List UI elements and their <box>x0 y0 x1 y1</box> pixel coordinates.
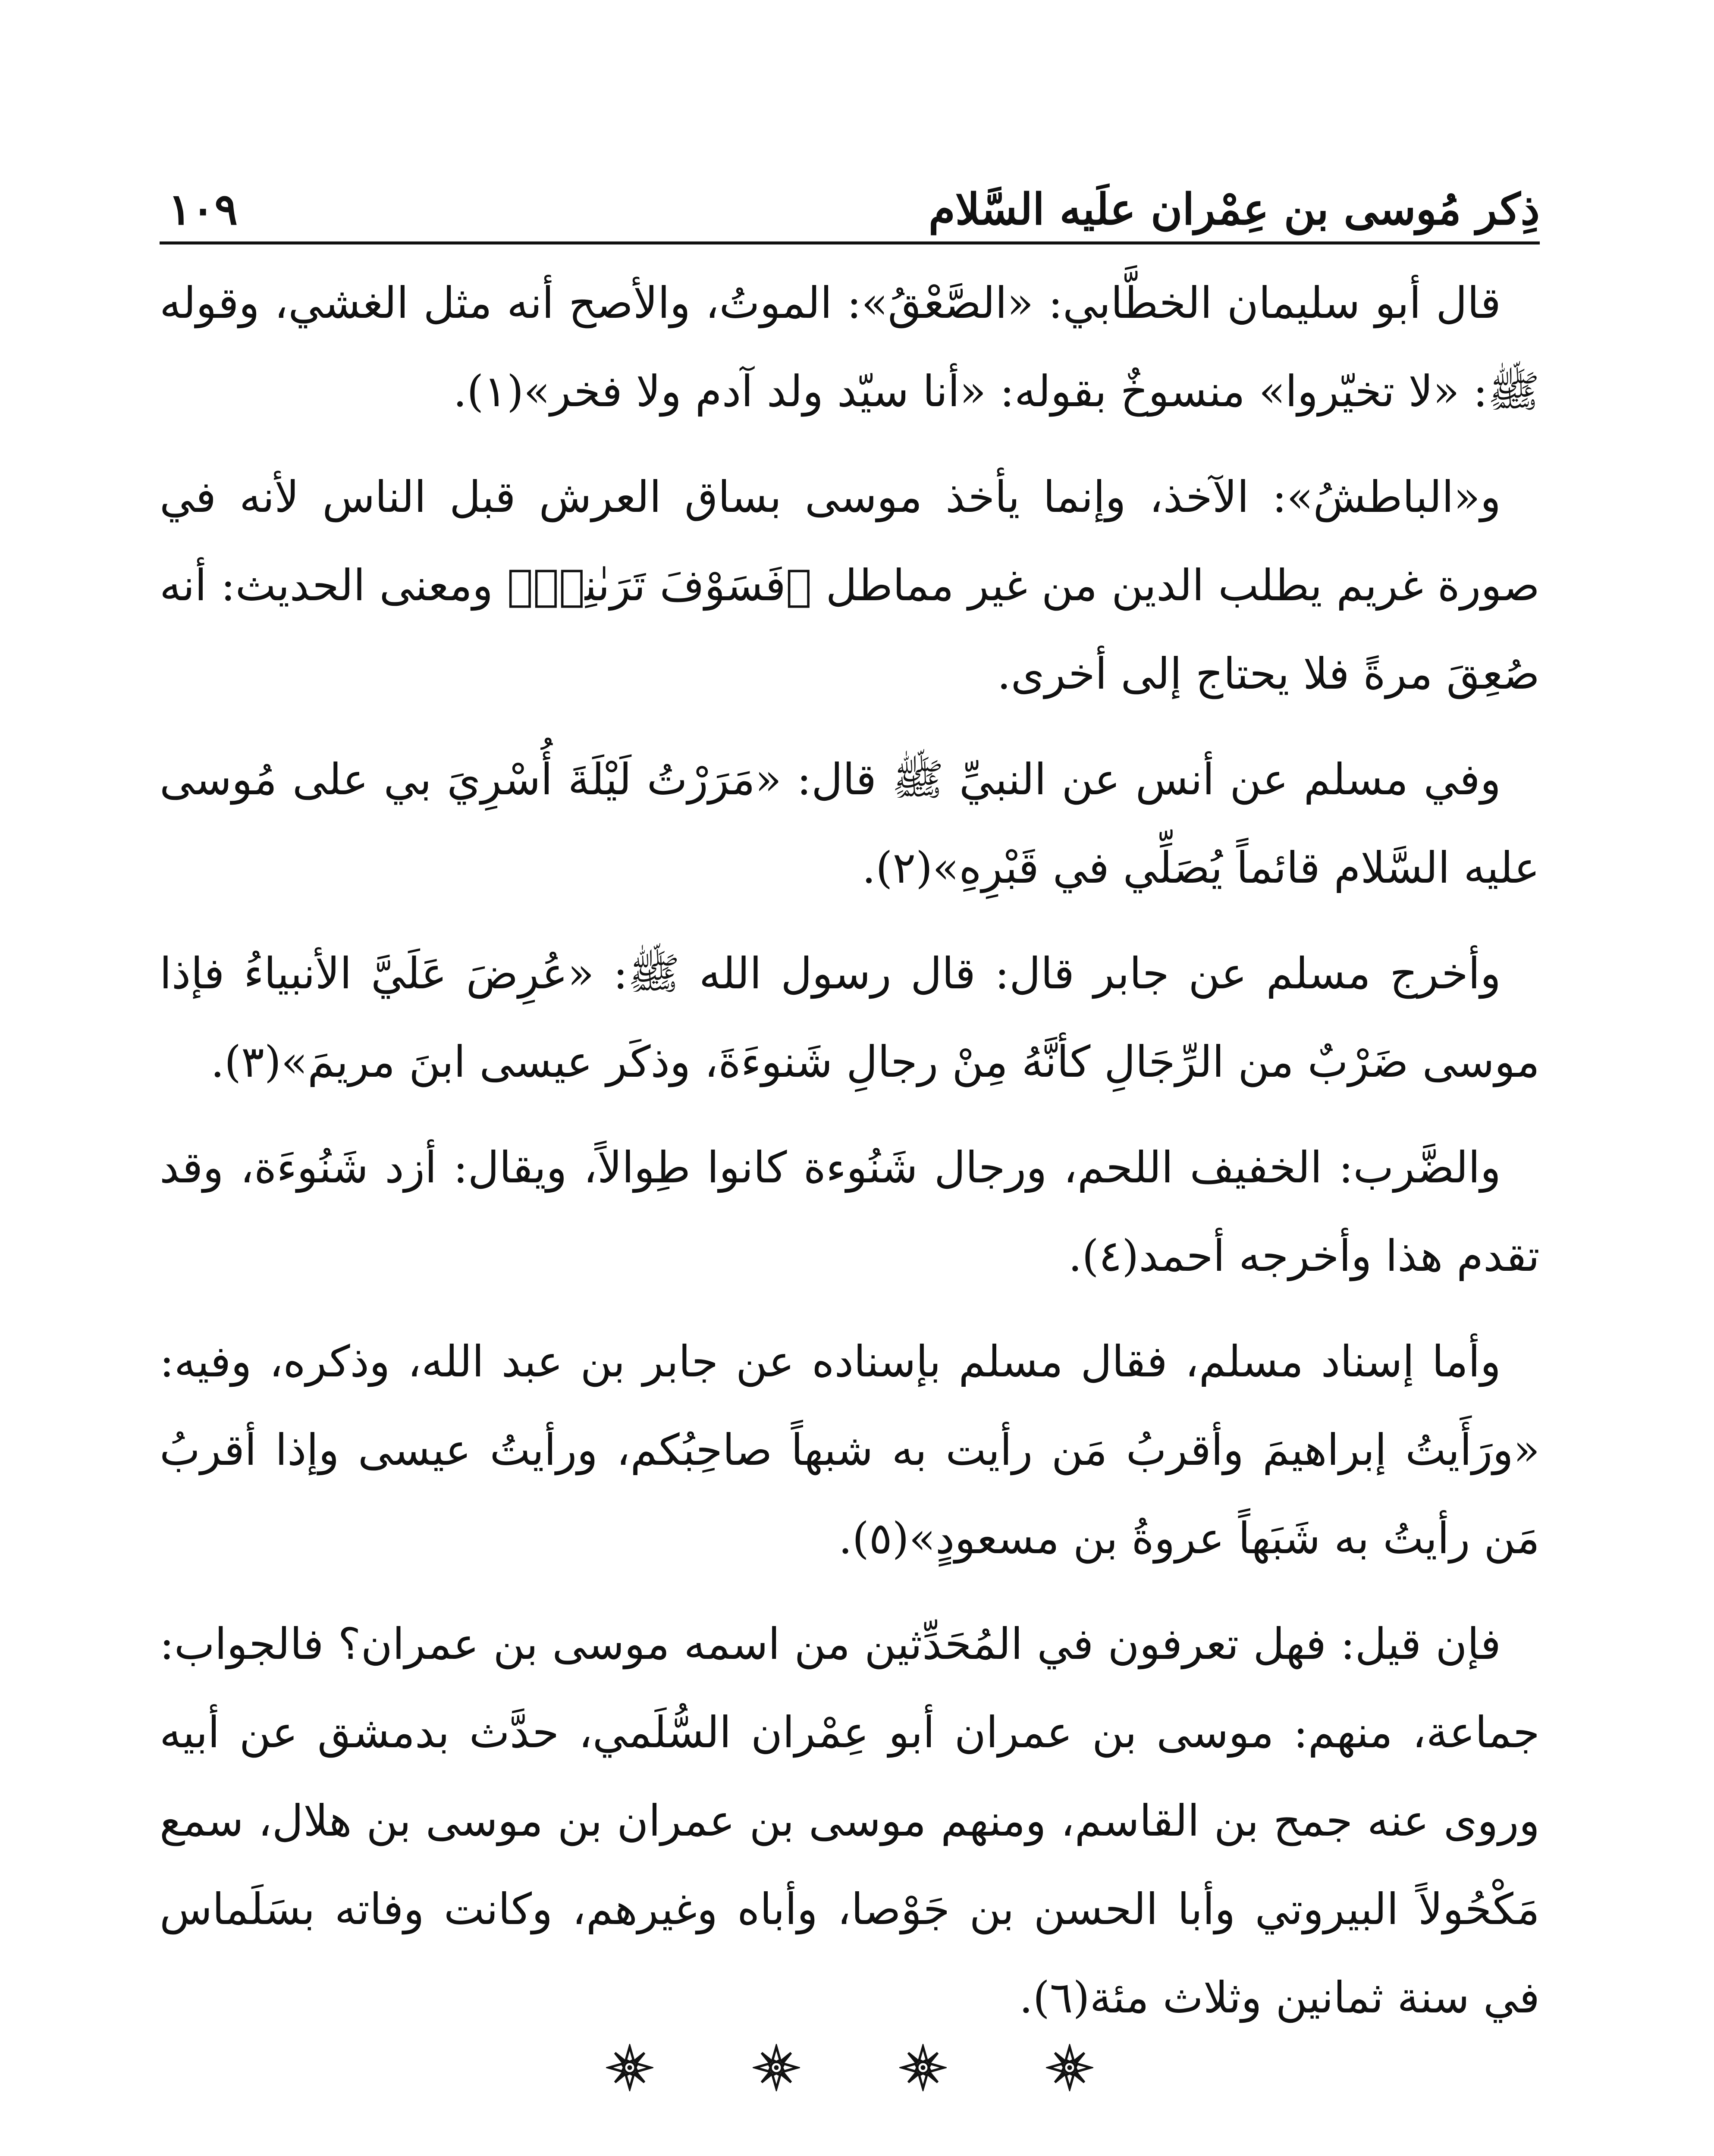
paragraph: قال أبو سليمان الخطَّابي: «الصَّعْقُ»: الموتُ، والأصح أنه مثل الغشي، وقوله ﷺ: «لا تخيّروا» منسوخٌ بقوله: «أنا سيّد ولد آدم ولا فخر»(١). <box>160 278 1540 417</box>
paragraph: و«الباطشُ»: الآخذ، وإنما يأخذ موسى بساق العرش قبل الناس لأنه في صورة غريم يطلب الدين من غير مماطل ﴿فَسَوْفَ تَرَىٰنِىۚ﴾ ومعنى الحديث: أنه صُعِقَ مرةً فلا يحتاج إلى أخرى. <box>160 472 1540 699</box>
paragraph: والضَّرب: الخفيف اللحم، ورجال شَنُوءة كانوا طِوالاً، ويقال: أزد شَنُوءَة، وقد تقدم هذا وأخرجه أحمد(٤). <box>160 1142 1540 1281</box>
floral-ornament-icon <box>899 2044 947 2091</box>
section-divider-ornaments <box>160 2044 1540 2113</box>
page-number: ١٠٩ <box>168 184 238 235</box>
floral-ornament-icon <box>753 2044 800 2091</box>
main-text <box>160 259 1540 2059</box>
paragraph: وفي مسلم عن أنس عن النبيِّ ﷺ قال: «مَرَرْتُ لَيْلَةَ أُسْرِيَ بي على مُوسى عليه السَّلام قائماً يُصَلِّي في قَبْرِهِ»(٢). <box>160 754 1540 893</box>
chapter-title: ذِكر مُوسى بن عِمْران علَيه السَّلام <box>928 184 1540 235</box>
floral-ornament-icon <box>1046 2044 1093 2091</box>
paragraph: وأما إسناد مسلم، فقال مسلم بإسناده عن جابر بن عبد الله، وذكره، وفيه: «ورَأَيتُ إبراهيمَ وأقربُ مَن رأيت به شبهاً صاحِبُكم، ورأيتُ عيسى وإذا أقربُ مَن رأيتُ به شَبَهاً عروةُ بن مسعودٍ»(٥). <box>160 1336 1540 1564</box>
floral-ornament-icon <box>606 2044 653 2091</box>
running-header <box>160 181 1540 244</box>
book-page <box>160 129 1540 2156</box>
paragraph: فإن قيل: فهل تعرفون في المُحَدِّثين من اسمه موسى بن عمران؟ فالجواب: جماعة، منهم: موسى بن عمران أبو عِمْران السُّلَمي، حدَّث بدمشق عن أبيه وروى عنه جمح بن القاسم، ومنهم موسى بن عمران بن موسى بن هلال، سمع مَكْحُولاً البيروتي وأبا الحسن بن جَوْصا، وأباه وغيرهم، وكانت وفاته بسَلَماس في سنة ثمانين وثلاث مئة(٦). <box>160 1619 1540 2023</box>
paragraph: وأخرج مسلم عن جابر قال: قال رسول الله ﷺ: «عُرِضَ عَلَيَّ الأنبياءُ فإذا موسى ضَرْبٌ من الرِّجَالِ كأنَّهُ مِنْ رجالِ شَنوءَةَ، وذكَر عيسى ابنَ مريمَ»(٣). <box>160 948 1540 1087</box>
